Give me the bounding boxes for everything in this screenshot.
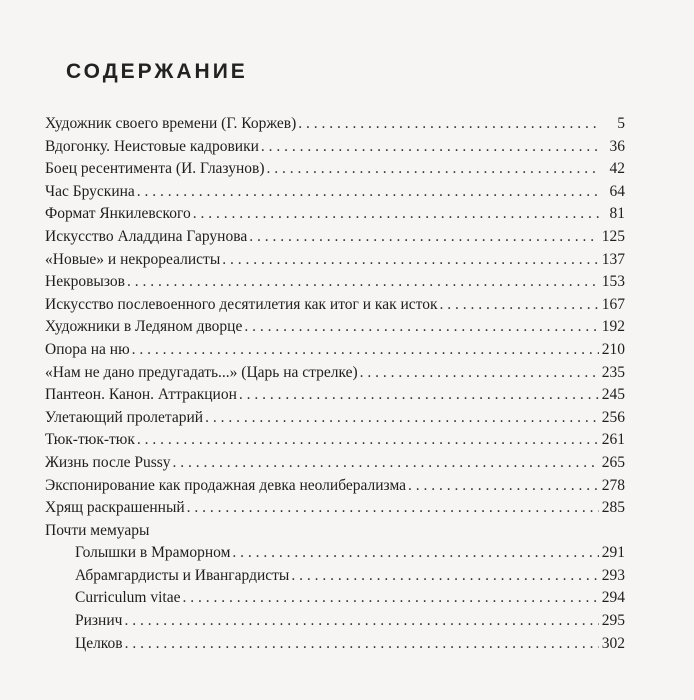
- dot-leader: [193, 203, 599, 226]
- toc-entry-title: Голышки в Мраморном: [75, 544, 231, 562]
- dot-leader: [267, 158, 599, 181]
- toc-entry-title: Целков: [75, 634, 123, 652]
- toc-entry-title: Curriculum vitae: [75, 589, 181, 607]
- dot-leader: [298, 113, 599, 136]
- toc-entry-page: 302: [601, 634, 625, 652]
- dot-leader: [232, 542, 599, 565]
- toc-entry: [45, 497, 625, 520]
- toc-entry-title: Искусство Аладдина Гарунова: [45, 227, 248, 245]
- toc-entry: [45, 362, 625, 385]
- toc-entry-page: 81: [609, 205, 625, 223]
- toc-entry-page: 167: [601, 295, 625, 313]
- dot-leader: [244, 316, 599, 339]
- dot-leader: [125, 633, 599, 656]
- dot-leader: [360, 362, 599, 385]
- toc-entry-page: 64: [609, 182, 625, 200]
- toc-entry-page: 125: [601, 227, 625, 245]
- dot-leader: [261, 136, 599, 159]
- toc-entry-page: 153: [601, 273, 625, 291]
- toc-entry-title: Опора на ню: [45, 340, 130, 358]
- toc-entry-title: Хрящ раскрашенный: [45, 499, 185, 517]
- toc-entry: [45, 452, 625, 475]
- toc-entry-page: 295: [601, 612, 625, 630]
- dot-leader: [222, 249, 599, 272]
- toc-entry-title: Пантеон. Канон. Аттракцион: [45, 386, 237, 404]
- dot-leader: [187, 497, 599, 520]
- toc-entry: [45, 136, 625, 159]
- dot-leader: [249, 226, 599, 249]
- toc-entry: [45, 181, 625, 204]
- toc-entry-title: Художники в Ледяном дворце: [45, 318, 243, 336]
- toc-entry: [45, 203, 625, 226]
- toc-entry-title: Почти мемуары: [45, 521, 150, 539]
- toc-entry-page: 285: [601, 499, 625, 517]
- toc-entry-title: Художник своего времени (Г. Коржев): [45, 115, 297, 132]
- toc-entry-title: «Новые» и некрореалисты: [45, 250, 221, 268]
- toc-section-heading: [45, 520, 625, 543]
- toc-entry: [45, 271, 625, 294]
- toc-entry: [45, 339, 625, 362]
- toc-entry-page: 293: [601, 566, 625, 584]
- toc-entry-page: 235: [601, 363, 625, 381]
- toc-entry: [45, 384, 625, 407]
- toc-subentry: [45, 587, 625, 610]
- toc-entry: [45, 407, 625, 430]
- table-of-contents: [45, 113, 625, 655]
- toc-entry: [45, 429, 625, 452]
- toc-entry-title: Час Брускина: [45, 182, 135, 200]
- toc-entry-page: 291: [601, 544, 625, 562]
- toc-entry: [45, 226, 625, 249]
- toc-entry: [45, 294, 625, 317]
- toc-entry-title: Ризнич: [75, 612, 123, 630]
- toc-entry-page: 192: [601, 318, 625, 336]
- toc-entry-page: 261: [601, 431, 625, 449]
- dot-leader: [137, 429, 599, 452]
- dot-leader: [239, 384, 599, 407]
- toc-entry-page: 294: [601, 589, 625, 607]
- dot-leader: [132, 339, 599, 362]
- toc-entry-title: Боец ресентимента (И. Глазунов): [45, 160, 265, 178]
- toc-entry-page: 256: [601, 408, 625, 426]
- toc-entry-page: 42: [609, 160, 625, 178]
- dot-leader: [205, 407, 599, 430]
- toc-entry-title: Абрамгардисты и Ивангардисты: [75, 566, 290, 584]
- toc-entry-page: 137: [601, 250, 625, 268]
- dot-leader: [408, 475, 599, 498]
- toc-entry: [45, 158, 625, 181]
- dot-leader: [127, 271, 599, 294]
- toc-entry-page: 5: [617, 115, 625, 132]
- dot-leader: [440, 294, 599, 317]
- toc-entry: [45, 316, 625, 339]
- dot-leader: [137, 181, 599, 204]
- page-title: СОДЕРЖАНИЕ: [66, 60, 248, 83]
- toc-entry-title: «Нам не дано предугадать...» (Царь на стрелке): [45, 363, 358, 381]
- toc-entry-title: Экспонирование как продажная девка неолиберализма: [45, 476, 407, 494]
- toc-subentry: [45, 633, 625, 656]
- toc-entry-title: Улетающий пролетарий: [45, 408, 204, 426]
- dot-leader: [173, 452, 599, 475]
- toc-entry-title: Тюк-тюк-тюк: [45, 431, 135, 449]
- dot-leader: [182, 587, 599, 610]
- toc-entry-page: 278: [601, 476, 625, 494]
- toc-subentry: [45, 565, 625, 588]
- toc-entry-page: 36: [609, 137, 625, 155]
- toc-entry: [45, 249, 625, 272]
- toc-entry-page: 210: [601, 340, 625, 358]
- dot-leader: [124, 610, 599, 633]
- toc-entry-title: Некровызов: [45, 273, 125, 291]
- toc-entry: [45, 475, 625, 498]
- toc-entry-page: 265: [601, 453, 625, 471]
- toc-entry-title: Вдогонку. Неистовые кадровики: [45, 137, 259, 155]
- toc-entry-page: 245: [601, 386, 625, 404]
- toc-entry-title: Искусство послевоенного десятилетия как итог и как исток: [45, 295, 438, 313]
- toc-subentry: [45, 542, 625, 565]
- dot-leader: [291, 565, 599, 588]
- toc-entry-title: Жизнь после Pussy: [45, 453, 171, 471]
- toc-entry-title: Формат Янкилевского: [45, 205, 191, 223]
- toc-entry: [45, 113, 625, 136]
- toc-subentry: [45, 610, 625, 633]
